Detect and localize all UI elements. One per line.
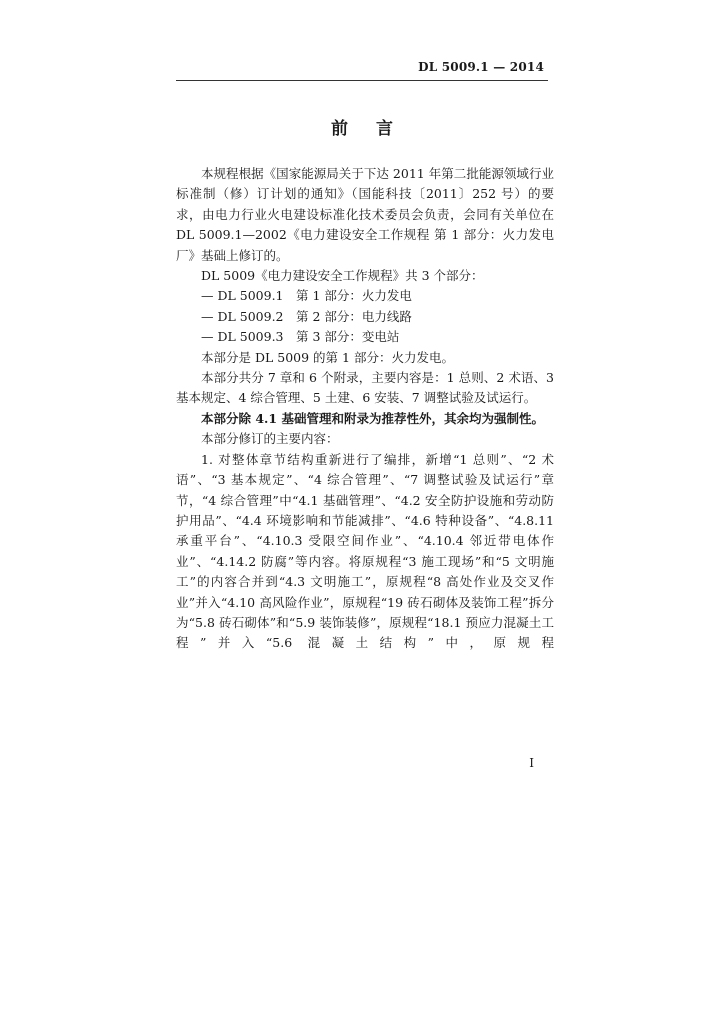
header-rule [176, 80, 548, 81]
paragraph-parts-intro: DL 5009《电力建设安全工作规程》共 3 个部分： [201, 268, 484, 284]
paragraph-mandatory: 本部分除 4.1 基础管理和附录为推荐性外，其余均为强制性。 [201, 410, 544, 426]
paragraph-revision-item-1: 1. 对整体章节结构重新进行了编排，新增“1 总则”、“2 术语”、“3 基本规定”、“4 综合管理”、“7 调整试验及试运行”章节，“4 综合管理”中“4.1 基础管理”、“4.2 安全防护设施和劳动防护用品”、“4.4 环境影响和节能减排”、“4.6 特种设备”、“4.8.11 承重平台”、“4.10.3 受限空间作业”、“4.10.4 邻近带电体作业”、“4.14.2 防腐”等内容。将原规程“3 施工现场”和“5 文明施工”的内容合并到“4.3 文明施工”，原规程“8 高处作业及交叉作业”并入“4.10 高风险作业”，原规程“19 砖石砌体及装饰工程”拆分为“5.8 砖石砌体”和“5.9 装饰装修”，原规程“18.1 预应力混凝土工程”并入“5.6 混凝土结构”中，原规程 [176, 451, 554, 651]
list-item-part-1: — DL 5009.1 第 1 部分：火力发电 [201, 288, 412, 304]
standard-code: DL 5009.1 — 2014 [418, 60, 544, 74]
paragraph-this-part: 本部分是 DL 5009 的第 1 部分：火力发电。 [201, 349, 454, 365]
list-item-part-2: — DL 5009.2 第 2 部分：电力线路 [201, 308, 412, 324]
preface-body [176, 164, 554, 654]
paragraph-basis: 本规程根据《国家能源局关于下达 2011 年第二批能源领域行业标准制（修）订计划的通知》（国能科技〔2011〕252 号）的要求，由电力行业火电建设标准化技术委员会负责，会同有关单位在 DL 5009.1—2002《电力建设安全工作规程 第 1 部分：火力发电厂》基础上修订的。 [176, 166, 554, 263]
page-number: I [529, 756, 534, 770]
list-item-part-3: — DL 5009.3 第 3 部分：变电站 [201, 329, 400, 345]
paragraph-chapters: 本部分共分 7 章和 6 个附录，主要内容是：1 总则、2 术语、3 基本规定、4 综合管理、5 土建、6 安装、7 调整试验及试运行。 [176, 370, 554, 406]
page-title: 前言 [331, 119, 421, 139]
paragraph-revision-intro: 本部分修订的主要内容： [201, 431, 339, 447]
